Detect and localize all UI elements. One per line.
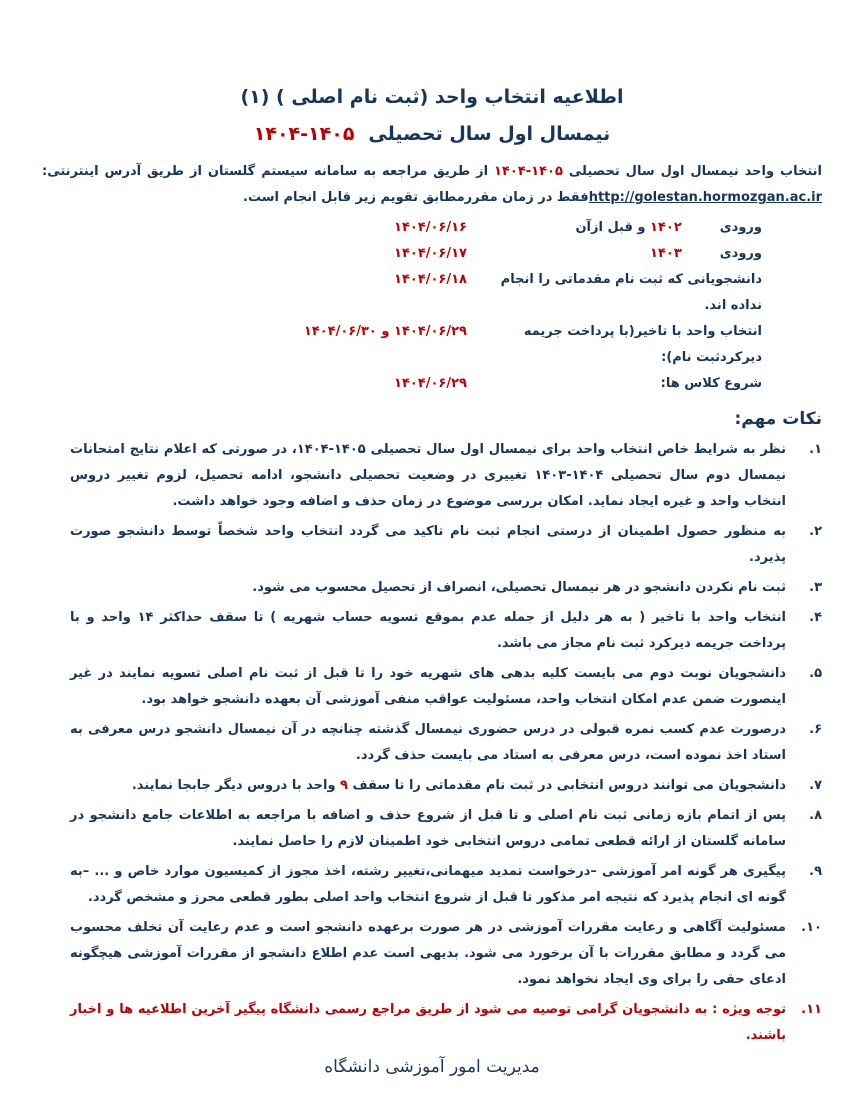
note-item-9 — [42, 859, 822, 911]
doc-title-line2 — [42, 121, 822, 148]
doc-title-semester-label: نیمسال اول سال تحصیلی — [368, 122, 611, 145]
note-text-before: دانشجویان می توانند دروس انتخابی در ثبت نام مقدماتی را تا سقف — [347, 778, 786, 794]
schedule-label-suffix: و قبل ازآن — [575, 220, 646, 236]
intro-academic-years: ۱۴۰۵-۱۴۰۴ — [494, 164, 563, 180]
intro-paragraph — [42, 159, 822, 211]
schedule-label: شروع کلاس ها: — [660, 376, 762, 392]
note-text: انتخاب واحد با تاخیر ( به هر دلیل از جمله عدم بموقع تسویه حساب شهریه ) تا سقف حداکثر ۱۴ واحد و با پرداخت جریمه دیرکرد ثبت نام مجاز می باشد. — [70, 610, 786, 652]
note-number: ۷. — [809, 778, 822, 794]
note-number: ۱. — [809, 442, 822, 458]
schedule-row-late-registration — [42, 319, 762, 371]
units-cap-highlight: ۹ — [340, 778, 348, 794]
schedule-row-classes-start — [42, 371, 762, 397]
schedule-label: انتخاب واحد با تاخیر(با پرداخت جریمه دیرکردثبت نام): — [523, 324, 762, 366]
note-text: مسئولیت آگاهی و رعایت مقررات آموزشی در هر صورت برعهده دانشجو است و عدم رعایت آن تخلف محسوب می گردد و مطابق مقررات با آن برخورد می شود. بدیهی است عدم اطلاع دانشجو از مقررات آموزشی هیچگونه ادعای حقی را برای وی ایجاد نخواهد نمود. — [70, 920, 786, 988]
note-item-5 — [42, 661, 822, 713]
note-number: ۵. — [809, 666, 822, 682]
intro-text-3: فقط در زمان مقررمطابق تقویم زیر قابل انجام است. — [243, 190, 589, 206]
note-item-7 — [42, 773, 822, 799]
note-number: ۸. — [809, 808, 822, 824]
schedule-label — [467, 241, 762, 267]
notes-list — [42, 437, 822, 1049]
note-text — [42, 773, 786, 799]
note-text-after: واحد با دروس دیگر جابجا نمایند. — [131, 778, 341, 794]
note-number: ۱۱. — [801, 1002, 822, 1018]
note-text: توجه ویژه : به دانشجویان گرامی توصیه می شود از طریق مراجع رسمی دانشگاه پیگیر آخرین اطلاعیه ها و اخبار باشند. — [70, 1002, 786, 1044]
note-text: درصورت عدم کسب نمره قبولی در درس حضوری نیمسال گذشته چنانچه در آن نیمسال دانشجو درس معرفی به استاد اخذ نموده است، درس معرفی به استاد می بایست حذف گردد. — [70, 722, 786, 764]
schedule-entry-year: ۱۴۰۲ — [650, 220, 682, 236]
note-text: پیگیری هر گونه امر آموزشی –درخواست تمدید میهمانی،تغییر رشته، اخذ مجوز از کمیسیون موارد خاص و ... –به گونه ای انجام پذیرد که نتیجه امر مذکور تا قبل از شروع انتخاب واحد اصلی بطور قطعی محرز و مشخص گردد. — [70, 864, 786, 906]
doc-title-line1: اطلاعیه انتخاب واحد (ثبت نام اصلی ) (۱) — [240, 86, 624, 108]
schedule-date: ۱۴۰۴/۰۶/۱۶ — [394, 220, 467, 236]
note-text: پس از اتمام بازه زمانی ثبت نام اصلی و تا قبل از شروع حذف و اضافه با مراجعه به اطلاعات جامع دانشجو در سامانه گلستان از ارائه قطعی تمامی دروس انتخابی خود اطمینان لازم را حاصل نمایند. — [70, 808, 786, 850]
schedule-label-prefix: ورودی — [719, 246, 762, 262]
schedule-row-entry-1403 — [42, 241, 762, 267]
note-text: به منظور حصول اطمینان از درستی انجام ثبت نام تاکید می گردد انتخاب واحد شخصاً توسط دانشجو صورت پذیرد. — [70, 524, 786, 566]
note-item-6 — [42, 717, 822, 769]
doc-title-academic-years: ۱۴۰۵-۱۴۰۴ — [253, 122, 355, 145]
note-item-11-special-notice — [42, 997, 822, 1049]
note-number: ۲. — [809, 524, 822, 540]
schedule-row-no-preregistration — [42, 267, 762, 319]
schedule-date: ۱۴۰۴/۰۶/۲۹ و ۱۴۰۴/۰۶/۳۰ — [303, 324, 467, 340]
schedule-label: دانشجویانی که ثبت نام مقدماتی را انجام نداده اند. — [500, 272, 762, 314]
note-text: ثبت نام نکردن دانشجو در هر نیمسال تحصیلی، انصراف از تحصیل محسوب می شود. — [252, 580, 786, 596]
schedule-label — [467, 215, 762, 241]
intro-text-1: انتخاب واحد نیمسال اول سال تحصیلی — [568, 164, 822, 180]
signature-line: مدیریت امور آموزشی دانشگاه — [324, 1057, 540, 1078]
schedule-date: ۱۴۰۴/۰۶/۲۹ — [394, 376, 467, 392]
note-number: ۶. — [809, 722, 822, 738]
note-text: نظر به شرایط خاص انتخاب واحد برای نیمسال اول سال تحصیلی ۱۴۰۵-۱۴۰۴، در صورتی که اعلام نتایج امتحانات نیمسال دوم سال تحصیلی ۱۴۰۴-۱۴۰۳ تغییری در وضعیت تحصیلی دانشجو، ادامه تحصیل، لزوم تغییر دروس انتخاب واحد و غیره ایجاد نماید. امکان بررسی موضوع در زمان حذف و اضافه وجود خواهد داشت. — [70, 442, 786, 510]
note-item-2 — [42, 519, 822, 571]
note-number: ۱۰. — [801, 920, 822, 936]
schedule-label-prefix: ورودی — [719, 220, 762, 236]
note-number: ۹. — [809, 864, 822, 880]
note-item-4 — [42, 605, 822, 657]
intro-text-2: از طریق مراجعه به سامانه سیستم گلستان از طریق آدرس اینترنتی: — [42, 164, 489, 180]
note-text: دانشجویان نوبت دوم می بایست کلیه بدهی های شهریه خود را تا قبل از ثبت نام اصلی تسویه نمایند در غیر اینصورت ضمن عدم امکان انتخاب واحد، مسئولیت عواقب منفی آموزشی آن بعهده دانشجو خواهد بود. — [70, 666, 786, 708]
note-item-1 — [42, 437, 822, 515]
schedule-row-entry-1402 — [42, 215, 762, 241]
notes-heading: نکات مهم: — [734, 409, 822, 430]
schedule-date: ۱۴۰۴/۰۶/۱۷ — [394, 246, 467, 262]
registration-schedule — [42, 215, 762, 397]
schedule-date: ۱۴۰۴/۰۶/۱۸ — [394, 272, 467, 288]
note-item-10 — [42, 915, 822, 993]
golestan-url-link[interactable]: http://golestan.hormozgan.ac.ir — [588, 190, 822, 206]
schedule-entry-year: ۱۴۰۳ — [650, 246, 682, 262]
note-item-3 — [42, 575, 822, 601]
note-item-8 — [42, 803, 822, 855]
note-number: ۳. — [809, 580, 822, 596]
note-number: ۴. — [809, 610, 822, 626]
